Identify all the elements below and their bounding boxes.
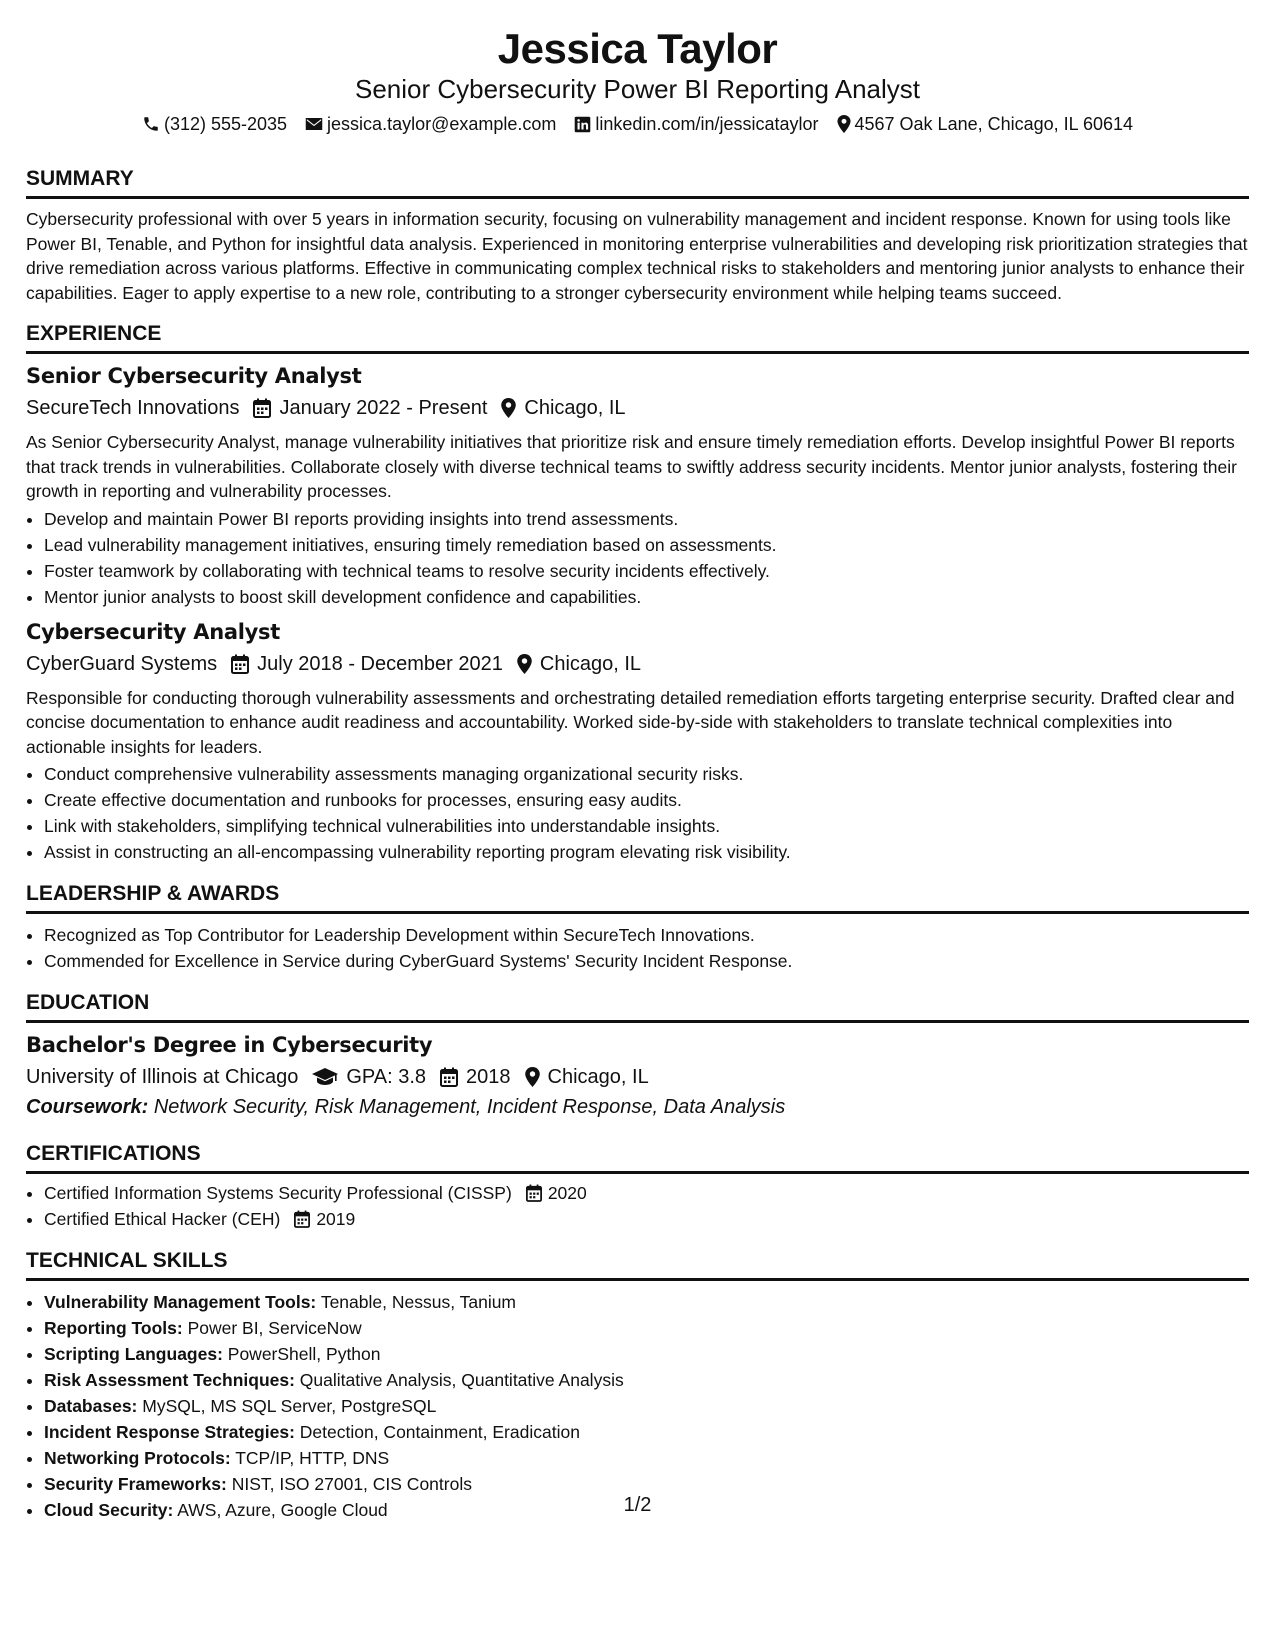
summary-heading: SUMMARY	[26, 166, 1249, 199]
page-number: 1/2	[623, 1494, 652, 1516]
education-heading: EDUCATION	[26, 990, 1249, 1023]
skills-list	[26, 1289, 1249, 1523]
certification	[44, 1206, 355, 1232]
contact-address	[837, 112, 1134, 136]
skill-value: Qualitative Analysis, Quantitative Analysis	[299, 1370, 624, 1390]
education-gpa-text: GPA: 3.8	[346, 1066, 427, 1088]
skill-value: Detection, Containment, Eradication	[299, 1422, 580, 1442]
list-item	[44, 1180, 1249, 1206]
list-item: • Recognized as Top Contributor for Leadership Development within SecureTech Innovations.	[44, 922, 1249, 948]
job-bullets	[26, 761, 1249, 865]
job-dates	[253, 394, 487, 422]
certification-year: 2020	[547, 1183, 587, 1203]
coursework-list: Network Security, Risk Management, Incident Response, Data Analysis	[153, 1096, 786, 1118]
skill-value: PowerShell, Python	[227, 1344, 381, 1364]
education-year-text: 2018	[466, 1066, 511, 1088]
resume-page	[26, 24, 1249, 1523]
list-item: • Conduct comprehensive vulnerability assessments managing organizational security risks.	[44, 761, 1249, 787]
calendar-icon	[231, 654, 249, 674]
list-item	[44, 1367, 1249, 1393]
school-name: University of Illinois at Chicago	[26, 1066, 299, 1088]
job-location-text: Chicago, IL	[524, 397, 626, 419]
job-title: Senior Cybersecurity Analyst	[26, 364, 362, 388]
leadership-heading: LEADERSHIP & AWARDS	[26, 881, 1249, 914]
education-location	[525, 1063, 649, 1091]
job-description: As Senior Cybersecurity Analyst, manage vulnerability initiatives that prioritize risk and ensure timely remediation efforts. Develop insightful Power BI reports that track trends in vulnerabilities. Collaborate closely with diverse technical teams to swiftly address security incidents. Mentor junior analysts, fostering their growth in reporting and vulnerability processes.	[26, 432, 1237, 501]
list-item	[44, 1206, 1249, 1232]
list-item	[44, 1419, 1249, 1445]
envelope-icon	[305, 116, 323, 132]
summary-text: Cybersecurity professional with over 5 years in information security, focusing on vulnerability management and incident response. Known for using tools like Power BI, Tenable, and Python for insightful data analysis. Experienced in monitoring enterprise vulnerabilities and developing risk prioritization strategies that drive remediation across various platforms. Effective in communicating complex technical risks to stakeholders and mentoring junior analysts to enhance their capabilities. Eager to apply expertise to a new role, contributing to a stronger cybersecurity environment while helping teams succeed.	[26, 209, 1248, 303]
education-location-text: Chicago, IL	[547, 1066, 649, 1088]
certifications-list	[26, 1180, 1249, 1232]
skill-label: Vulnerability Management Tools:	[44, 1292, 317, 1312]
list-item: • Mentor junior analysts to boost skill development confidence and capabilities.	[44, 584, 1249, 610]
certification-name: • Certified Information Systems Security Professional (CISSP)	[44, 1183, 512, 1203]
calendar-icon	[526, 1184, 542, 1202]
experience-heading: EXPERIENCE	[26, 321, 1249, 354]
calendar-icon	[253, 398, 271, 418]
map-pin-icon	[837, 115, 851, 133]
list-item: • Create effective documentation and runbooks for processes, ensuring easy audits.	[44, 787, 1249, 813]
job-dates-text: July 2018 - December 2021	[257, 652, 503, 675]
map-pin-icon	[501, 398, 516, 418]
skill-label: Databases:	[44, 1396, 138, 1416]
linkedin-icon	[574, 116, 591, 133]
skill-label: Cloud Security:	[44, 1500, 174, 1520]
certification	[44, 1180, 587, 1206]
job-entry	[26, 362, 1249, 610]
contact-linkedin[interactable]	[574, 112, 818, 136]
job-company: SecureTech Innovations	[26, 397, 240, 419]
job-location	[501, 394, 625, 422]
contact-bar	[26, 112, 1249, 136]
candidate-title: Senior Cybersecurity Power BI Reporting Analyst	[354, 74, 921, 104]
list-item: • Commended for Excellence in Service during CyberGuard Systems' Security Incident Response.	[44, 948, 1249, 974]
job-company: CyberGuard Systems	[26, 652, 218, 675]
list-item: • Develop and maintain Power BI reports providing insights into trend assessments.	[44, 506, 1249, 532]
graduation-cap-icon	[312, 1068, 338, 1086]
list-item	[44, 1341, 1249, 1367]
job-dates	[231, 650, 503, 678]
job-title: Cybersecurity Analyst	[26, 619, 280, 644]
skill-value: Tenable, Nessus, Tanium	[320, 1292, 517, 1312]
skill-label: Scripting Languages:	[44, 1344, 223, 1364]
list-item: • Lead vulnerability management initiatives, ensuring timely remediation based on assessments.	[44, 532, 1249, 558]
job-entry	[26, 618, 1249, 866]
list-item: • Link with stakeholders, simplifying technical vulnerabilities into understandable insights.	[44, 813, 1249, 839]
skill-label: Security Frameworks:	[44, 1474, 227, 1494]
list-item	[44, 1393, 1249, 1419]
contact-linkedin-text: linkedin.com/in/jessicataylor	[595, 114, 819, 134]
job-meta	[26, 394, 1249, 422]
skill-label: Incident Response Strategies:	[44, 1422, 295, 1442]
skill-label: Reporting Tools:	[44, 1318, 183, 1338]
contact-phone-text: (312) 555-2035	[163, 114, 288, 134]
skill-value: Power BI, ServiceNow	[187, 1318, 362, 1338]
list-item	[44, 1315, 1249, 1341]
calendar-icon	[294, 1210, 310, 1228]
education-gpa	[312, 1063, 426, 1091]
candidate-name: Jessica Taylor	[497, 25, 778, 72]
contact-email-text: jessica.taylor@example.com	[327, 114, 557, 134]
list-item	[44, 1445, 1249, 1471]
skill-label: Risk Assessment Techniques:	[44, 1370, 295, 1390]
skill-value: MySQL, MS SQL Server, PostgreSQL	[142, 1396, 437, 1416]
job-description: Responsible for conducting thorough vulnerability assessments and orchestrating detailed remediation efforts targeting enterprise security. Drafted clear and concise documentation to enhance audit readiness and accountability. Worked side-by-side with stakeholders to translate technical complexities into actionable insights for leaders.	[26, 687, 1235, 757]
certification-year: 2019	[316, 1209, 356, 1229]
skills-heading: TECHNICAL SKILLS	[26, 1248, 1249, 1281]
job-dates-text: January 2022 - Present	[279, 397, 488, 419]
job-location-text: Chicago, IL	[539, 652, 642, 675]
list-item: • Foster teamwork by collaborating with technical teams to resolve security incidents effectively.	[44, 558, 1249, 584]
phone-icon	[142, 115, 160, 133]
certification-name: • Certified Ethical Hacker (CEH)	[44, 1209, 281, 1229]
job-bullets	[26, 506, 1249, 610]
skill-label: Networking Protocols:	[44, 1448, 231, 1468]
contact-email[interactable]	[305, 112, 556, 136]
contact-address-text: 4567 Oak Lane, Chicago, IL 60614	[854, 114, 1134, 134]
coursework-label: Coursework:	[26, 1096, 149, 1118]
job-meta	[26, 650, 1249, 678]
map-pin-icon	[525, 1067, 540, 1087]
degree-title: Bachelor's Degree in Cybersecurity	[26, 1033, 433, 1057]
list-item	[44, 1289, 1249, 1315]
certifications-heading: CERTIFICATIONS	[26, 1141, 1249, 1174]
leadership-list	[26, 922, 1249, 974]
map-pin-icon	[517, 654, 532, 674]
calendar-icon	[440, 1067, 458, 1087]
coursework	[26, 1093, 1249, 1121]
skill-value: AWS, Azure, Google Cloud	[177, 1500, 388, 1520]
education-meta	[26, 1063, 1249, 1091]
skill-value: NIST, ISO 27001, CIS Controls	[231, 1474, 472, 1494]
contact-phone[interactable]	[142, 112, 287, 136]
skill-value: TCP/IP, HTTP, DNS	[235, 1448, 390, 1468]
list-item: • Assist in constructing an all-encompassing vulnerability reporting program elevating risk visibility.	[44, 839, 1249, 865]
education-year	[440, 1063, 511, 1091]
job-location	[517, 650, 641, 678]
